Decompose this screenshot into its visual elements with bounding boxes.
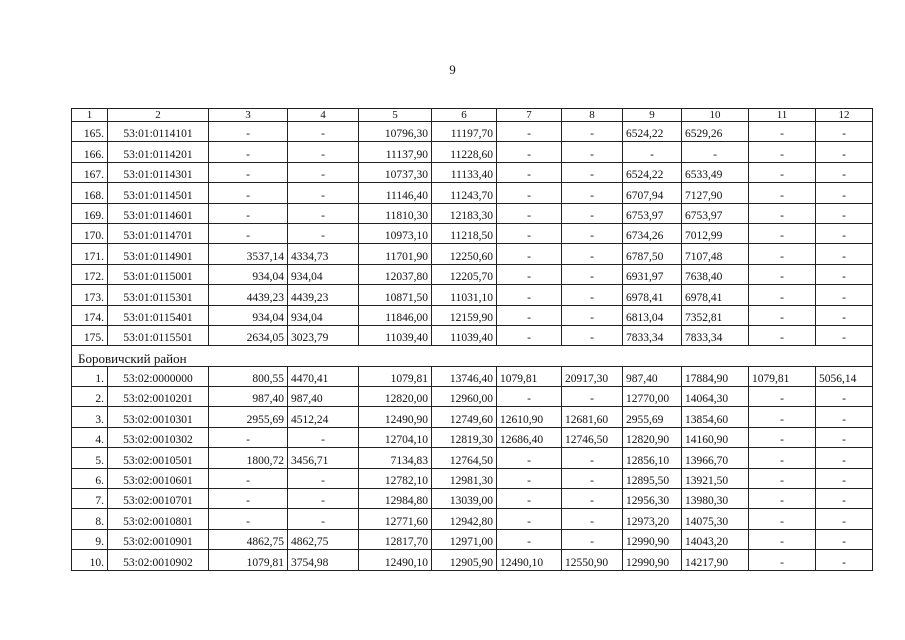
table-cell: - [209, 489, 288, 509]
table-cell: 4862,75 [288, 529, 359, 549]
table-cell: - [749, 407, 816, 427]
table-cell: - [562, 244, 623, 264]
table-cell: 12681,60 [562, 407, 623, 427]
table-cell: 14160,90 [682, 427, 749, 447]
table-cell: 13980,30 [682, 489, 749, 509]
table-cell: 7134,83 [359, 448, 432, 468]
table-cell: 11039,40 [432, 325, 497, 345]
cadastral-code: 53:02:0010901 [108, 529, 209, 549]
table-cell: 12971,00 [432, 529, 497, 549]
table-cell: 12771,60 [359, 509, 432, 529]
table-cell: - [209, 142, 288, 162]
table-cell: - [288, 509, 359, 529]
table-cell: - [497, 387, 562, 407]
table-cell: 934,04 [288, 264, 359, 284]
cadastral-code: 53:01:0114201 [108, 142, 209, 162]
table-cell: 10737,30 [359, 162, 432, 182]
table-cell: 7127,90 [682, 183, 749, 203]
table-cell: - [816, 407, 873, 427]
column-header: 7 [497, 109, 562, 122]
table-cell: - [209, 223, 288, 243]
table-cell: 6734,26 [623, 223, 682, 243]
table-cell: 14043,20 [682, 529, 749, 549]
table-cell: 6753,97 [623, 203, 682, 223]
table-cell: - [562, 325, 623, 345]
table-cell: - [288, 223, 359, 243]
table-cell: - [209, 203, 288, 223]
table-cell: 1079,81 [209, 550, 288, 570]
cadastral-code: 53:01:0115401 [108, 305, 209, 325]
table-cell: 17884,90 [682, 366, 749, 386]
row-number: 7. [72, 489, 108, 509]
table-cell: 7012,99 [682, 223, 749, 243]
cadastral-code: 53:02:0010302 [108, 427, 209, 447]
table-cell: 12990,90 [623, 529, 682, 549]
table-cell: - [816, 305, 873, 325]
table-cell: 2955,69 [623, 407, 682, 427]
row-number: 166. [72, 142, 108, 162]
table-cell: 11846,00 [359, 305, 432, 325]
table-cell: - [562, 529, 623, 549]
table-row [72, 529, 873, 549]
table-cell: 12990,90 [623, 550, 682, 570]
table-cell: - [749, 142, 816, 162]
table-cell: - [497, 162, 562, 182]
table-cell: 4512,24 [288, 407, 359, 427]
table-cell: - [749, 489, 816, 509]
column-header: 9 [623, 109, 682, 122]
row-number: 5. [72, 448, 108, 468]
column-header: 2 [108, 109, 209, 122]
row-number: 167. [72, 162, 108, 182]
table-cell: 13854,60 [682, 407, 749, 427]
table-cell: - [816, 162, 873, 182]
table-cell: - [816, 203, 873, 223]
table-cell: 12973,20 [623, 509, 682, 529]
table-row [72, 387, 873, 407]
table-cell: - [682, 142, 749, 162]
table-cell: - [562, 468, 623, 488]
table-cell: - [749, 162, 816, 182]
table-cell: 2955,69 [209, 407, 288, 427]
table-cell: 12037,80 [359, 264, 432, 284]
table-row [72, 162, 873, 182]
row-number: 173. [72, 285, 108, 305]
cadastral-code: 53:02:0010501 [108, 448, 209, 468]
table-cell: 934,04 [288, 305, 359, 325]
cadastral-code: 53:02:0000000 [108, 366, 209, 386]
table-cell: 6707,94 [623, 183, 682, 203]
table-cell: - [749, 223, 816, 243]
column-header: 10 [682, 109, 749, 122]
table-cell: - [623, 142, 682, 162]
table-cell: 10796,30 [359, 122, 432, 142]
table-cell: 934,04 [209, 305, 288, 325]
table-row [72, 142, 873, 162]
table-cell: 987,40 [288, 387, 359, 407]
cadastral-table [71, 108, 873, 571]
table-cell: - [209, 509, 288, 529]
row-number: 1. [72, 366, 108, 386]
table-cell: 4470,41 [288, 366, 359, 386]
table-row [72, 468, 873, 488]
table-cell: 14217,90 [682, 550, 749, 570]
table-row [72, 305, 873, 325]
table-cell: 12895,50 [623, 468, 682, 488]
table-cell: 14075,30 [682, 509, 749, 529]
table-cell: 6533,49 [682, 162, 749, 182]
cadastral-code: 53:02:0010601 [108, 468, 209, 488]
table-cell: - [749, 183, 816, 203]
table-cell: - [749, 387, 816, 407]
table-cell: 11243,70 [432, 183, 497, 203]
table-cell: 12960,00 [432, 387, 497, 407]
table-cell: - [816, 468, 873, 488]
table-cell: 11031,10 [432, 285, 497, 305]
table-cell: 12550,90 [562, 550, 623, 570]
table-cell: 7833,34 [623, 325, 682, 345]
table-cell: - [497, 509, 562, 529]
table-cell: - [562, 264, 623, 284]
table-cell: - [749, 550, 816, 570]
row-number: 3. [72, 407, 108, 427]
table-cell: 11197,70 [432, 122, 497, 142]
table-cell: 12159,90 [432, 305, 497, 325]
table-cell: 13921,50 [682, 468, 749, 488]
cadastral-code: 53:01:0114301 [108, 162, 209, 182]
table-cell: 7352,81 [682, 305, 749, 325]
table-cell: - [816, 223, 873, 243]
table-cell: 12856,10 [623, 448, 682, 468]
table-cell: 12942,80 [432, 509, 497, 529]
table-cell: - [497, 285, 562, 305]
column-header: 6 [432, 109, 497, 122]
table-cell: - [497, 325, 562, 345]
table-cell: - [816, 550, 873, 570]
table-cell: 1800,72 [209, 448, 288, 468]
column-header: 8 [562, 109, 623, 122]
table-cell: 12782,10 [359, 468, 432, 488]
section-row [72, 346, 873, 366]
table-cell: - [816, 489, 873, 509]
table-cell: - [562, 387, 623, 407]
table-row [72, 264, 873, 284]
table-cell: - [497, 529, 562, 549]
row-number: 6. [72, 468, 108, 488]
table-row [72, 448, 873, 468]
table-cell: 13966,70 [682, 448, 749, 468]
table-cell: 12490,90 [359, 407, 432, 427]
table-cell: 13746,40 [432, 366, 497, 386]
table-cell: - [288, 162, 359, 182]
table-cell: - [816, 427, 873, 447]
table-cell: - [497, 448, 562, 468]
row-number: 175. [72, 325, 108, 345]
column-header: 1 [72, 109, 108, 122]
row-number: 169. [72, 203, 108, 223]
table-cell: 6787,50 [623, 244, 682, 264]
row-number: 2. [72, 387, 108, 407]
row-number: 171. [72, 244, 108, 264]
table-cell: 12749,60 [432, 407, 497, 427]
table-cell: - [749, 427, 816, 447]
table-cell: - [749, 468, 816, 488]
table-cell: 12819,30 [432, 427, 497, 447]
table-cell: - [816, 264, 873, 284]
table-cell: - [816, 183, 873, 203]
table-cell: 7107,48 [682, 244, 749, 264]
table-row [72, 325, 873, 345]
table-cell: 11810,30 [359, 203, 432, 223]
cadastral-code: 53:01:0115001 [108, 264, 209, 284]
table-row [72, 122, 873, 142]
table-cell: 6931,97 [623, 264, 682, 284]
cadastral-code: 53:01:0115501 [108, 325, 209, 345]
table-cell: 12205,70 [432, 264, 497, 284]
table-row [72, 223, 873, 243]
table-cell: - [816, 285, 873, 305]
table-cell: 4439,23 [288, 285, 359, 305]
table-cell: 6529,26 [682, 122, 749, 142]
table-cell: 14064,30 [682, 387, 749, 407]
table-cell: - [749, 448, 816, 468]
table-row [72, 285, 873, 305]
table-cell: 6524,22 [623, 162, 682, 182]
table-cell: 12183,30 [432, 203, 497, 223]
table-cell: - [749, 203, 816, 223]
table-cell: - [497, 183, 562, 203]
page-number: 9 [449, 62, 456, 77]
table-cell: 987,40 [623, 366, 682, 386]
table-cell: - [816, 448, 873, 468]
table-cell: 12686,40 [497, 427, 562, 447]
table-cell: - [288, 203, 359, 223]
table-cell: 12817,70 [359, 529, 432, 549]
cadastral-code: 53:01:0114601 [108, 203, 209, 223]
table-cell: 1079,81 [497, 366, 562, 386]
table-cell: - [209, 183, 288, 203]
table-cell: - [749, 244, 816, 264]
table-header-row [72, 109, 873, 122]
table-cell: 11146,40 [359, 183, 432, 203]
table-cell: 12820,90 [623, 427, 682, 447]
cadastral-code: 53:02:0010301 [108, 407, 209, 427]
table-cell: - [562, 285, 623, 305]
table-cell: 5056,14 [816, 366, 873, 386]
table-cell: 11133,40 [432, 162, 497, 182]
table-cell: - [497, 305, 562, 325]
table-cell: - [497, 244, 562, 264]
cadastral-code: 53:02:0010902 [108, 550, 209, 570]
row-number: 10. [72, 550, 108, 570]
cadastral-code: 53:01:0115301 [108, 285, 209, 305]
cadastral-code: 53:01:0114901 [108, 244, 209, 264]
table-cell: 20917,30 [562, 366, 623, 386]
table-cell: 12981,30 [432, 468, 497, 488]
table-cell: 4334,73 [288, 244, 359, 264]
table-row [72, 489, 873, 509]
table-cell: 3754,98 [288, 550, 359, 570]
table-cell: 12956,30 [623, 489, 682, 509]
table-cell: - [816, 529, 873, 549]
table-row [72, 427, 873, 447]
table-row [72, 550, 873, 570]
row-number: 9. [72, 529, 108, 549]
table-cell: 6813,04 [623, 305, 682, 325]
table-cell: 1079,81 [749, 366, 816, 386]
cadastral-code: 53:01:0114701 [108, 223, 209, 243]
table-cell: 10973,10 [359, 223, 432, 243]
table-cell: 11039,40 [359, 325, 432, 345]
table-cell: - [816, 122, 873, 142]
table-cell: 6753,97 [682, 203, 749, 223]
table-cell: 10871,50 [359, 285, 432, 305]
table-cell: - [562, 183, 623, 203]
table-cell: - [749, 122, 816, 142]
table-row [72, 407, 873, 427]
table-cell: - [749, 529, 816, 549]
table-cell: - [288, 142, 359, 162]
table-cell: 7833,34 [682, 325, 749, 345]
table-cell: 11218,50 [432, 223, 497, 243]
table-cell: - [562, 162, 623, 182]
table-row [72, 509, 873, 529]
table-cell: 11137,90 [359, 142, 432, 162]
table-cell: - [562, 203, 623, 223]
table-cell: - [562, 305, 623, 325]
table-cell: 12746,50 [562, 427, 623, 447]
table-cell: 3456,71 [288, 448, 359, 468]
section-title: Боровичский район [72, 346, 873, 366]
table-cell: 12610,90 [497, 407, 562, 427]
table-cell: - [816, 325, 873, 345]
table-row [72, 366, 873, 386]
table-cell: - [562, 509, 623, 529]
table-cell: 13039,00 [432, 489, 497, 509]
table-cell: - [816, 387, 873, 407]
cadastral-code: 53:02:0010801 [108, 509, 209, 529]
table-cell: - [749, 509, 816, 529]
table-cell: - [497, 223, 562, 243]
table-cell: - [816, 509, 873, 529]
table-cell: - [749, 305, 816, 325]
table-cell: 12490,10 [359, 550, 432, 570]
table-cell: 6978,41 [682, 285, 749, 305]
table-cell: - [562, 122, 623, 142]
cadastral-code: 53:01:0114101 [108, 122, 209, 142]
table-cell: 3537,14 [209, 244, 288, 264]
table-cell: - [816, 244, 873, 264]
row-number: 168. [72, 183, 108, 203]
table-cell: - [497, 122, 562, 142]
table-cell: - [288, 468, 359, 488]
table-row [72, 183, 873, 203]
table-row [72, 244, 873, 264]
column-header: 3 [209, 109, 288, 122]
table-cell: 11701,90 [359, 244, 432, 264]
row-number: 8. [72, 509, 108, 529]
table-cell: 4862,75 [209, 529, 288, 549]
table-cell: - [209, 122, 288, 142]
table-cell: - [749, 285, 816, 305]
table-cell: - [749, 264, 816, 284]
row-number: 172. [72, 264, 108, 284]
table-cell: - [749, 325, 816, 345]
table-cell: 11228,60 [432, 142, 497, 162]
table-cell: 12820,00 [359, 387, 432, 407]
row-number: 4. [72, 427, 108, 447]
table-cell: 6524,22 [623, 122, 682, 142]
table-cell: 12490,10 [497, 550, 562, 570]
table-cell: - [288, 183, 359, 203]
row-number: 165. [72, 122, 108, 142]
table-cell: 2634,05 [209, 325, 288, 345]
table-cell: 12764,50 [432, 448, 497, 468]
column-header: 11 [749, 109, 816, 122]
cadastral-code: 53:02:0010201 [108, 387, 209, 407]
table-cell: 4439,23 [209, 285, 288, 305]
table-cell: - [497, 264, 562, 284]
table-row [72, 203, 873, 223]
table-cell: 12770,00 [623, 387, 682, 407]
table-cell: 12984,80 [359, 489, 432, 509]
table-cell: - [497, 142, 562, 162]
table-cell: - [816, 142, 873, 162]
table-cell: 800,55 [209, 366, 288, 386]
row-number: 174. [72, 305, 108, 325]
column-header: 5 [359, 109, 432, 122]
table-cell: - [209, 162, 288, 182]
table-cell: - [497, 489, 562, 509]
table-cell: 12704,10 [359, 427, 432, 447]
table-cell: - [562, 489, 623, 509]
table-cell: 1079,81 [359, 366, 432, 386]
table-cell: - [288, 427, 359, 447]
column-header: 4 [288, 109, 359, 122]
row-number: 170. [72, 223, 108, 243]
table-cell: - [497, 203, 562, 223]
table-cell: 3023,79 [288, 325, 359, 345]
table-cell: 6978,41 [623, 285, 682, 305]
table-cell: - [288, 489, 359, 509]
column-header: 12 [816, 109, 873, 122]
cadastral-code: 53:02:0010701 [108, 489, 209, 509]
table-cell: - [562, 223, 623, 243]
table-cell: - [209, 468, 288, 488]
table-cell: 987,40 [209, 387, 288, 407]
table-cell: - [562, 142, 623, 162]
cadastral-code: 53:01:0114501 [108, 183, 209, 203]
table-cell: 934,04 [209, 264, 288, 284]
table-cell: 12905,90 [432, 550, 497, 570]
table-cell: - [562, 448, 623, 468]
table-cell: 12250,60 [432, 244, 497, 264]
table-cell: - [209, 427, 288, 447]
table-cell: 7638,40 [682, 264, 749, 284]
table-cell: - [497, 468, 562, 488]
table-cell: - [288, 122, 359, 142]
